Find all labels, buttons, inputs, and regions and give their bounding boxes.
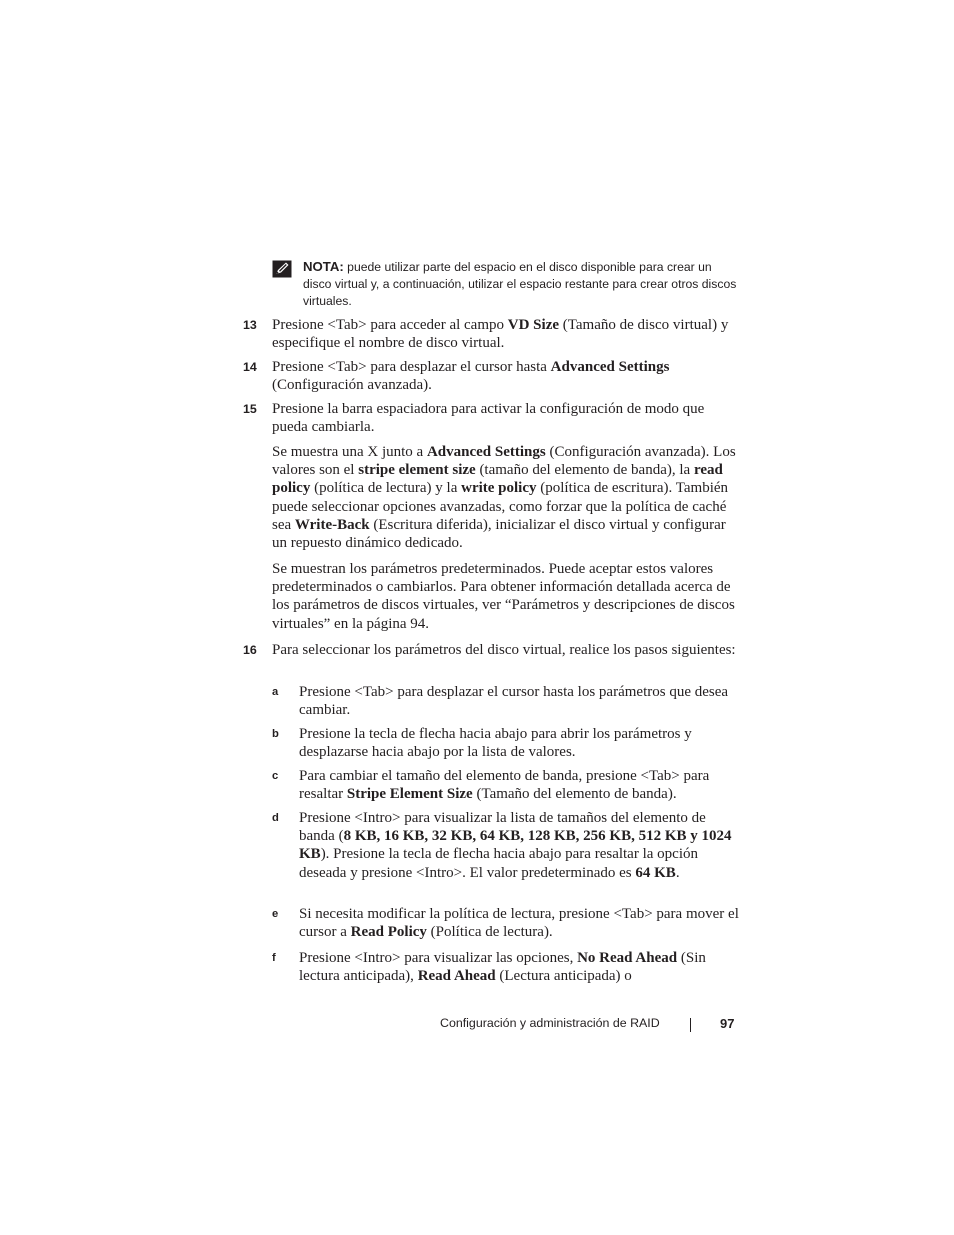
step-text: Para seleccionar los parámetros del disco virtual, realice los pasos siguientes: [272,642,736,658]
substep-letter: f [272,952,276,964]
field-name: VD Size [507,317,560,333]
substep-text: Para cambiar el tamaño del elemento de banda, presione <Tab> para resaltar Stripe Element Size (Tamaño del elemento de banda). [299,768,710,803]
step-number: 15 [243,402,257,416]
substep-text: Presione <Tab> para desplazar el cursor hasta los parámetros que desea cambiar. [299,684,729,719]
substep-text: Presione la tecla de flecha hacia abajo para abrir los parámetros y desplazarse hacia abajo por la lista de valores. [299,726,692,761]
field-name: Advanced Settings [550,359,670,375]
step-number: 16 [243,643,257,657]
substep-letter: c [272,770,279,782]
note-body: puede utilizar parte del espacio en el disco disponible para crear un disco virtual y, a continuación, utilizar el espacio restante para crear otros discos virtuales. [303,260,737,309]
note-text [303,258,743,311]
substep-text: Presione <Intro> para visualizar la lista de tamaños del elemento de banda (8 KB, 16 KB, 32 KB, 64 KB, 128 KB, 256 KB, 512 KB y 1024 KB). Presione la tecla de flecha hacia abajo para resaltar la opción deseada y presione <Intro>. El valor predeterminado es 64 KB. [299,810,732,881]
page-number: 97 [720,1016,735,1031]
pencil-note-icon [272,260,292,278]
step-text: Presione <Tab> para acceder al campo VD Size (Tamaño de disco virtual) y especifique el nombre de disco virtual. [272,317,729,352]
step-number: 13 [243,318,257,332]
substep-letter: e [272,908,279,920]
step-number: 14 [243,360,257,374]
substep-text: Presione <Intro> para visualizar las opciones, No Read Ahead (Sin lectura anticipada), Read Ahead (Lectura anticipada) o [299,950,706,985]
footer-title: Configuración y administración de RAID [440,1016,660,1030]
step-15-paragraph-1: Se muestra una X junto a Advanced Settings (Configuración avanzada). Los valores son el stripe element size (tamaño del elemento de banda), la read policy (política de lectura) y la write policy (política de escritura). También puede seleccionar opciones avanzadas, como forzar que la política de caché sea Write-Back (Escritura diferida), inicializar el disco virtual y configurar un repuesto dinámico dedicado. [272,444,736,552]
step-text: Presione <Tab> para desplazar el cursor hasta Advanced Settings (Configuración avanzada). [272,359,670,394]
step-15-paragraph-2: Se muestran los parámetros predeterminados. Puede aceptar estos valores predeterminados o cambiarlos. Para obtener información detallada acerca de los parámetros de discos virtuales, ver “Parámetros y descripciones de discos virtuales” en la página 94. [272,561,735,632]
substep-text: Si necesita modificar la política de lectura, presione <Tab> para mover el cursor a Read Policy (Política de lectura). [299,906,739,941]
note-label: NOTA: [303,259,344,274]
substep-letter: b [272,728,279,740]
substep-letter: a [272,686,279,698]
step-text: Presione la barra espaciadora para activar la configuración de modo que pueda cambiarla. [272,401,705,436]
substep-letter: d [272,812,279,824]
page-footer [440,1014,740,1034]
footer-divider [690,1018,691,1032]
